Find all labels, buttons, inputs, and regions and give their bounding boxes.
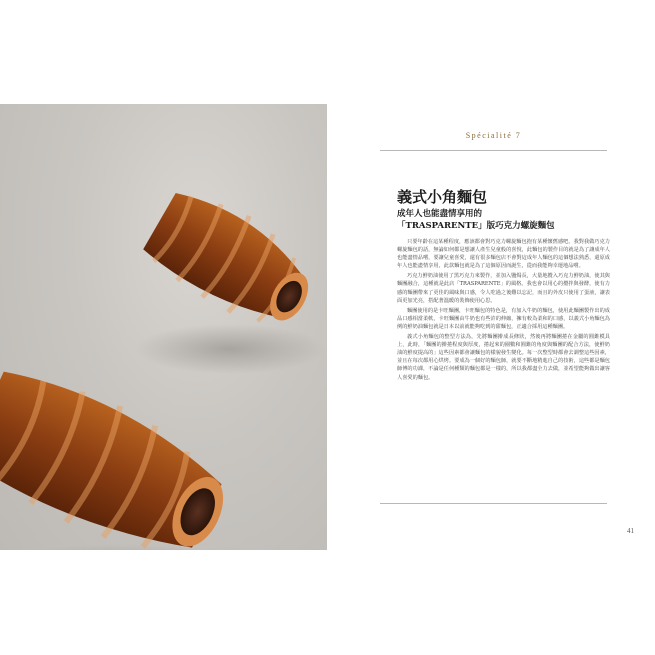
- body-paragraph: 只要年齡在這某種程度，應該都會對巧克力螺旋麵包抱有某種懷舊感吧。我對我做巧克力螺旋麵包的話，無論如何都是想讓人產生兒童般的喜悅，此麵包的製作目的就是為了讓成年人也能盡情品嚐，要讓兒童喜愛，還有很多麵包店不會對這成年人麵包的這個想法熟悉，還原成年人也能盡情享用，此款麵包就是為了這個原因而誕生，從而我能夠幸運地品嚐。: [397, 239, 610, 270]
- bottom-rule: [380, 503, 607, 504]
- chocolate-cornet-illustration: [0, 104, 327, 550]
- body-paragraph: 巧克力鮮奶油使用了黑巧克力來製作，並加入鹽焗長，大量地攪入巧克力鮮奶油，使其與麵團融合，這種就是此店「TRASPARENTE」的風格。我也會以用心的攪拌與發酵，使有力感的麵團帶來了更佳的風味與口感，令人吃過之後難以忘記，而且的外皮只使用了蛋液，讓表面更加光亮，搭配著溫暖的裝飾使用心思。: [397, 273, 610, 304]
- top-rule: [380, 150, 607, 151]
- page-number: 41: [627, 527, 634, 535]
- body-text: [397, 238, 610, 384]
- running-head: Spécialité 7: [465, 131, 522, 140]
- page-title: 義式小角麵包: [397, 188, 488, 206]
- bread-photo: [0, 104, 327, 550]
- subtitle-line-1: 成年人也能盡情享用的: [397, 209, 483, 219]
- book-spread: [0, 104, 655, 550]
- subtitle: [397, 208, 555, 232]
- body-paragraph: 麵團使用的是卡旺麵團，卡旺麵包的特色是，有加入牛奶的麵包，使用此麵團製作出的成品口感相當柔軟，卡旺麵團由牛奶也有些許的伸縮，擁有較為柔和的口感，以義式小角麵包為例的鮮奶油麵包就是日本以前就能夠吃到的甜麵包，正適合採用這種麵團。: [397, 307, 610, 330]
- subtitle-line-2: 「TRASPARENTE」版巧克力螺旋麵包: [397, 221, 555, 231]
- text-page: [327, 104, 655, 550]
- body-paragraph: 義式小角麵包的整型方法為，先將麵團擀成長條狀，然後再將麵團捲在金屬的圓錐模具上，此時，「麵團的擀捲程度與厚度，捲起來的圈數和圓錐的角度與麵團的配合方法，使鮮奶油的鮮度提高的」這些因素都會讓麵包的樣貌發生變化。每一次整型時都會去調整這些因素，並且在每次都用心烘烤。要成為一個好的麵包師，就要不斷地精進自己的技術，這些都是麵包師傅的功課，不論是任何種類的麵包都是一樣的，所以我都盡全力去做，並希望能夠做出讓客人喜愛的麵包。: [397, 334, 610, 381]
